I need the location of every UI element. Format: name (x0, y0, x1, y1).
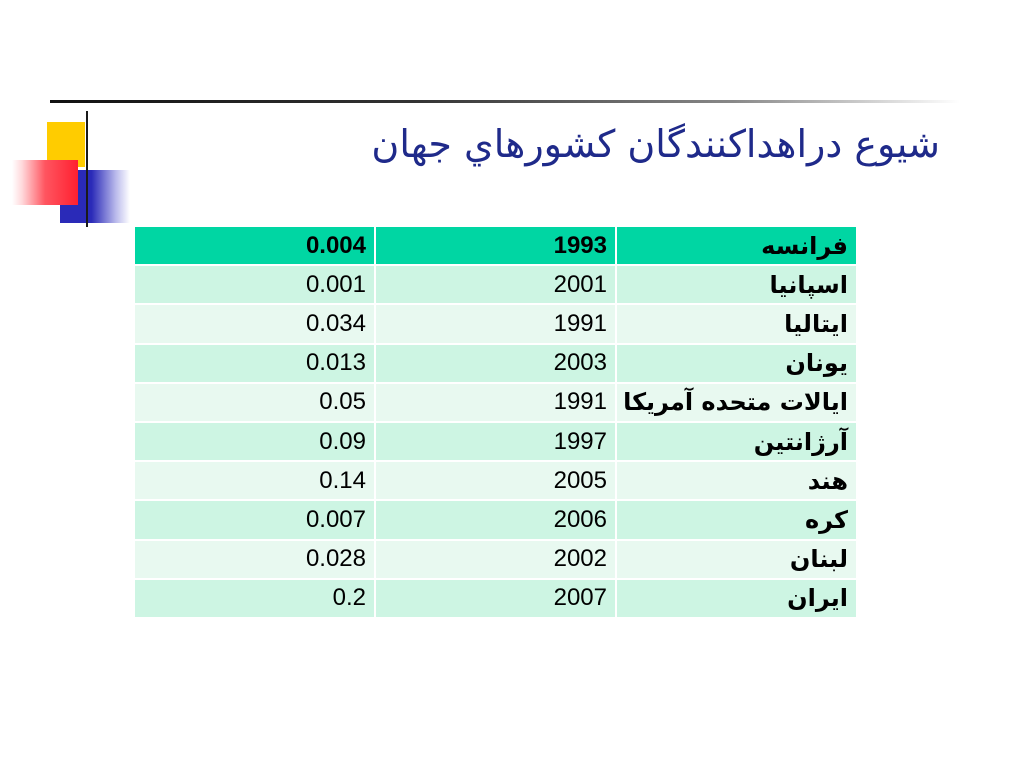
value-cell: 0.028 (134, 540, 375, 579)
country-cell: يونان (616, 344, 857, 383)
country-cell: آرژانتين (616, 422, 857, 461)
vertical-rule (86, 111, 88, 227)
value-cell: 0.14 (134, 461, 375, 500)
year-cell: 2001 (375, 265, 616, 304)
red-square (12, 160, 78, 205)
value-cell: 0.004 (134, 226, 375, 265)
value-cell: 0.013 (134, 344, 375, 383)
table-row (134, 304, 857, 343)
table-row (134, 383, 857, 422)
table-row (134, 344, 857, 383)
year-cell: 1991 (375, 304, 616, 343)
table-row (134, 461, 857, 500)
value-cell: 0.05 (134, 383, 375, 422)
country-cell: ايالات متحده آمريكا (616, 383, 857, 422)
value-cell: 0.001 (134, 265, 375, 304)
year-cell: 1993 (375, 226, 616, 265)
year-cell: 2003 (375, 344, 616, 383)
title-underline (50, 100, 960, 103)
country-cell: اسپانيا (616, 265, 857, 304)
value-cell: 0.09 (134, 422, 375, 461)
table-header-row (134, 226, 857, 265)
data-table (133, 225, 858, 619)
table-row (134, 500, 857, 539)
table-row (134, 422, 857, 461)
country-cell: لبنان (616, 540, 857, 579)
year-cell: 1991 (375, 383, 616, 422)
table-body (134, 226, 857, 618)
year-cell: 2007 (375, 579, 616, 618)
table-row (134, 579, 857, 618)
year-cell: 2005 (375, 461, 616, 500)
slide-decoration (0, 100, 160, 240)
value-cell: 0.034 (134, 304, 375, 343)
slide-title: شيوع دراهداكنندگان كشورهاي جهان (371, 122, 940, 166)
value-cell: 0.007 (134, 500, 375, 539)
country-cell: ايران (616, 579, 857, 618)
year-cell: 2002 (375, 540, 616, 579)
country-cell: فرانسه (616, 226, 857, 265)
year-cell: 1997 (375, 422, 616, 461)
country-cell: هند (616, 461, 857, 500)
table-row (134, 265, 857, 304)
year-cell: 2006 (375, 500, 616, 539)
table-row (134, 540, 857, 579)
value-cell: 0.2 (134, 579, 375, 618)
country-cell: كره (616, 500, 857, 539)
country-cell: ايتاليا (616, 304, 857, 343)
